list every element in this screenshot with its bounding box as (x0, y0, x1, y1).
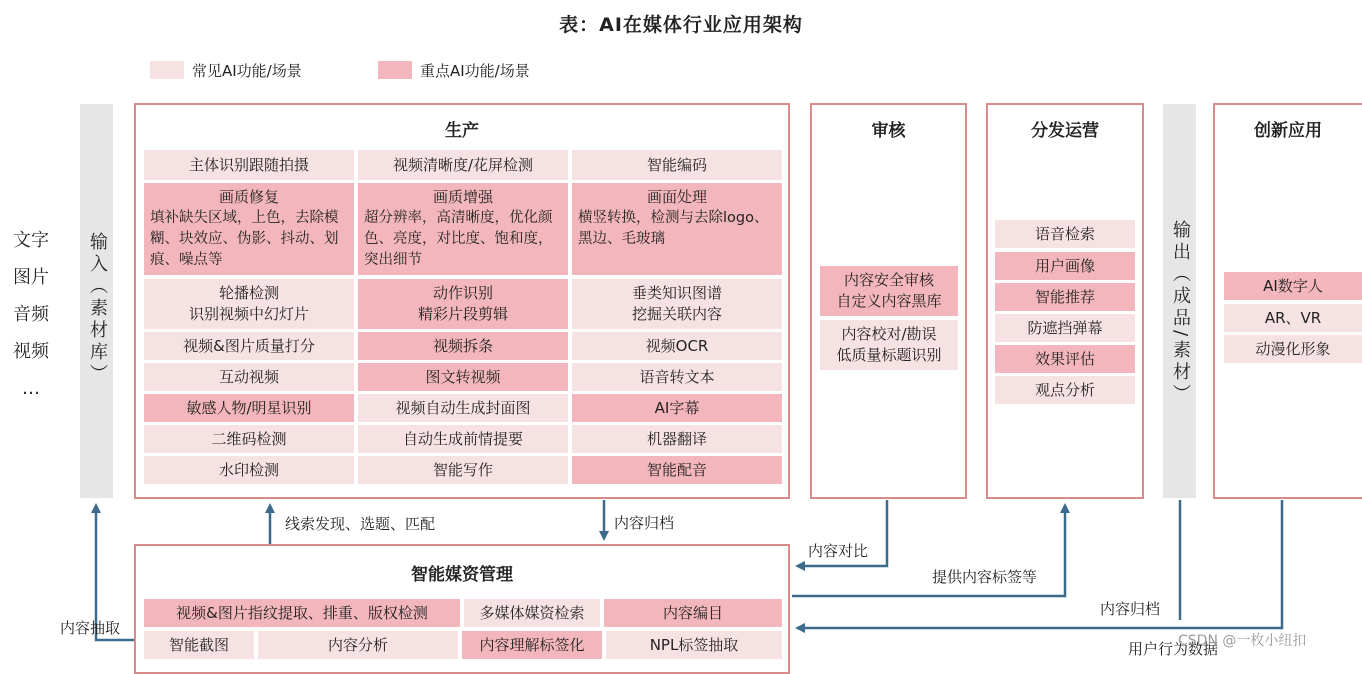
prod-cell: 敏感人物/明星识别 (144, 394, 354, 422)
cell-line: 内容安全审核 (843, 271, 934, 289)
mam-cell: 视频&图片指纹提取、排重、版权检测 (144, 599, 460, 627)
cell-body: 横竖转换，检测与去除logo、黑边、毛玻璃 (578, 210, 769, 247)
flow-label-compare: 内容对比 (808, 542, 869, 560)
flow-label-archive: 内容归档 (614, 514, 675, 532)
dist-cell: 用户画像 (995, 252, 1135, 280)
output-bar-label: 输出（成品/素材） (1170, 220, 1191, 407)
cell-heading: 画质修复 (218, 188, 279, 206)
input-type: 视频 (13, 341, 49, 362)
prod-cell: 二维码检测 (144, 425, 354, 453)
innovation-title: 创新应用 (1254, 121, 1322, 141)
watermark: CSDN @一枚小纽扣 (1178, 633, 1307, 649)
flow-label-tags: 提供内容标签等 (932, 568, 1038, 586)
prod-cell: 互动视频 (144, 363, 354, 391)
prod-cell: AI字幕 (572, 394, 782, 422)
distribution-title: 分发运营 (1031, 121, 1099, 141)
innov-cell: 动漫化形象 (1224, 335, 1362, 363)
cell-line: 自定义内容黑库 (836, 292, 942, 310)
prod-cell: 主体识别跟随拍摄 (144, 150, 354, 180)
cell-heading: 画质增强 (432, 188, 493, 206)
cell-body: 超分辨率，高清晰度，优化颜色、亮度，对比度、饱和度，突出细节 (364, 210, 553, 268)
arrow-behavior (800, 500, 1282, 628)
cell-line: 轮播检测 (218, 284, 279, 302)
flow-label-extract: 内容抽取 (60, 619, 121, 637)
innov-cell: AI数字人 (1224, 272, 1362, 300)
prod-cell: 自动生成前情提要 (358, 425, 568, 453)
prod-cell: 视频拆条 (358, 332, 568, 360)
input-type: 文字 (13, 230, 49, 251)
prod-cell: 视频&图片质量打分 (144, 332, 354, 360)
mam-cell: 内容理解标签化 (462, 631, 602, 659)
legend-label-key: 重点AI功能/场景 (420, 62, 530, 80)
mam-cell: 内容分析 (258, 631, 458, 659)
prod-cell: 视频清晰度/花屏检测 (358, 150, 568, 180)
dist-cell: 防遮挡弹幕 (995, 314, 1135, 342)
prod-cell: 智能配音 (572, 456, 782, 484)
dist-cell: 语音检索 (995, 220, 1135, 248)
input-type: 音频 (13, 304, 49, 325)
cell-line: 挖掘关联内容 (631, 305, 722, 323)
cell-body: 填补缺失区域，上色，去除模糊、块效应、伪影、抖动、划痕、噪点等 (150, 210, 339, 268)
prod-cell: 智能写作 (358, 456, 568, 484)
cell-line: 精彩片段剪辑 (417, 305, 508, 323)
prod-cell: 智能编码 (572, 150, 782, 180)
input-bar-label: 输入（素材库） (87, 232, 108, 386)
cell-line: 垂类知识图谱 (631, 284, 722, 302)
diagram-title: 表：AI在媒体行业应用架构 (559, 14, 803, 36)
mam-cell: 智能截图 (144, 631, 254, 659)
prod-cell: 视频OCR (572, 332, 782, 360)
flow-label-clue: 线索发现、选题、匹配 (285, 515, 436, 533)
flow-label-behavior: 用户行为数据 (1128, 640, 1219, 658)
cell-line: 识别视频中幻灯片 (188, 305, 309, 323)
prod-cell: 水印检测 (144, 456, 354, 484)
cell-heading: 画面处理 (646, 188, 707, 206)
dist-cell: 智能推荐 (995, 283, 1135, 311)
prod-cell: 机器翻译 (572, 425, 782, 453)
mam-title: 智能媒资管理 (411, 565, 513, 585)
cell-line: 动作识别 (432, 284, 493, 302)
legend-label-common: 常见AI功能/场景 (192, 62, 302, 80)
dist-cell: 观点分析 (995, 376, 1135, 404)
input-type: 图片 (13, 267, 49, 288)
cell-line: 低质量标题识别 (836, 346, 942, 364)
input-type: … (22, 378, 40, 399)
innov-cell: AR、VR (1224, 304, 1362, 332)
mam-cell: 多媒体媒资检索 (464, 599, 600, 627)
cell-line: 内容校对/勘误 (841, 325, 937, 343)
dist-cell: 效果评估 (995, 345, 1135, 373)
mam-cell: 内容编目 (604, 599, 782, 627)
review-title: 审核 (871, 121, 906, 141)
prod-cell: 图文转视频 (358, 363, 568, 391)
flow-label-archive-output: 内容归档 (1100, 600, 1161, 618)
mam-cell: NPL标签抽取 (606, 631, 782, 659)
production-title: 生产 (445, 121, 479, 141)
prod-cell: 语音转文本 (572, 363, 782, 391)
prod-cell: 视频自动生成封面图 (358, 394, 568, 422)
